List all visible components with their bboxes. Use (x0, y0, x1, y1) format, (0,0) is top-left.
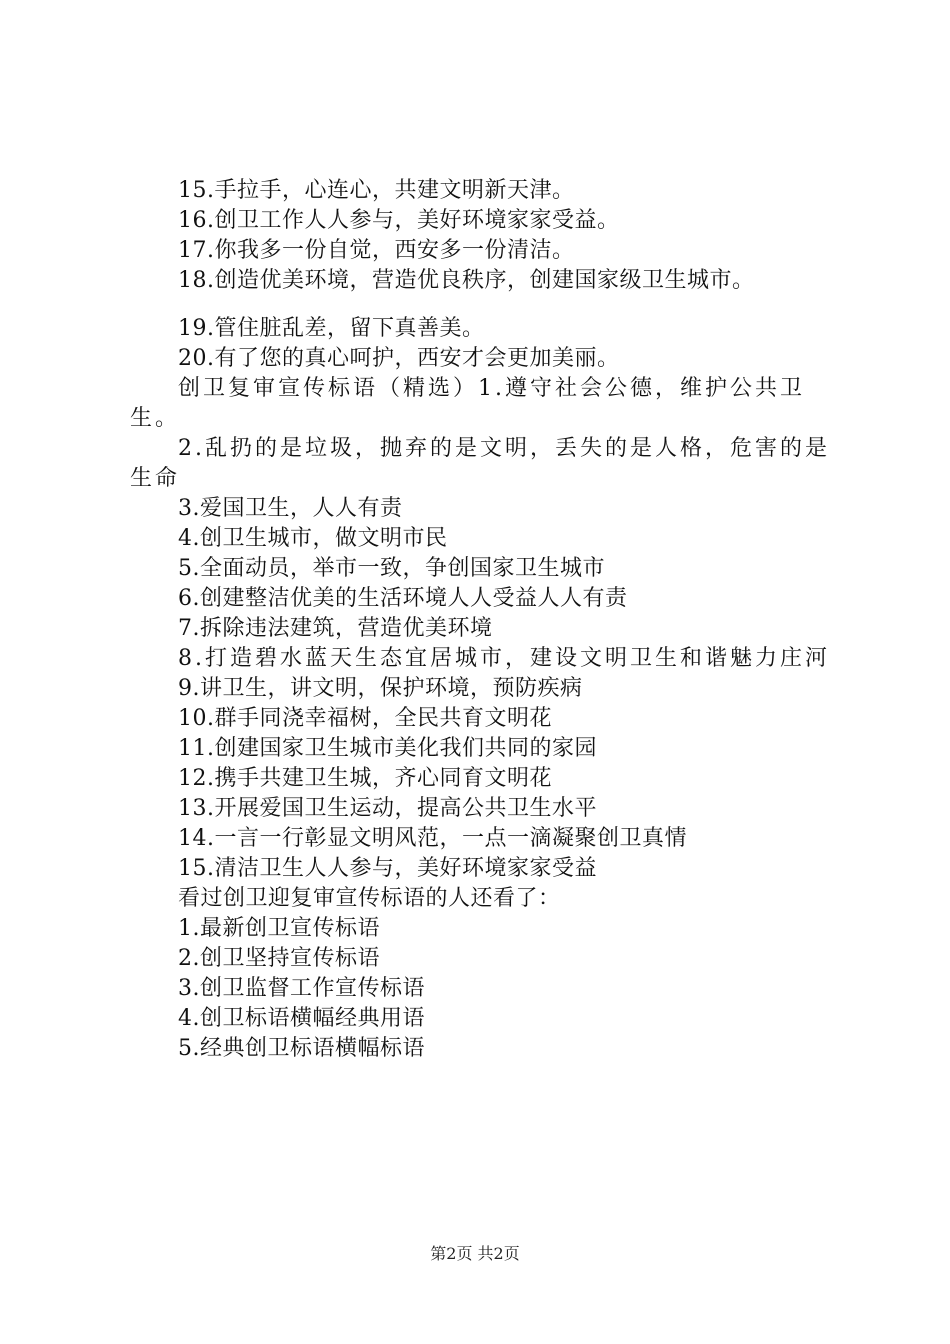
slogan-line: 16.创卫工作人人参与，美好环境家家受益。 (178, 208, 620, 233)
slogan-paragraph: 8.打造碧水蓝天生态宜居城市，建设文明卫生和谐魅力庄河 (178, 646, 830, 671)
slogan-line: 7.拆除违法建筑，营造优美环境 (178, 616, 493, 641)
slogan-line: 18.创造优美环境，营造优良秩序，创建国家级卫生城市。 (178, 268, 755, 293)
slogan-line: 3.爱国卫生，人人有责 (178, 496, 403, 521)
slogan-line: 11.创建国家卫生城市美化我们共同的家园 (178, 736, 597, 761)
page-footer: 第2页 共2页 (430, 1244, 520, 1263)
slogan-line: 13.开展爱国卫生运动，提高公共卫生水平 (178, 796, 597, 821)
related-link[interactable]: 2.创卫坚持宣传标语 (178, 946, 380, 971)
related-link[interactable]: 4.创卫标语横幅经典用语 (178, 1006, 425, 1031)
slogan-line: 20.有了您的真心呵护，西安才会更加美丽。 (178, 346, 620, 371)
slogan-line: 9.讲卫生，讲文明，保护环境，预防疾病 (178, 676, 583, 701)
related-link[interactable]: 5.经典创卫标语横幅标语 (178, 1036, 425, 1061)
related-link[interactable]: 3.创卫监督工作宣传标语 (178, 976, 425, 1001)
slogan-line: 4.创卫生城市，做文明市民 (178, 526, 448, 551)
slogan-line: 17.你我多一份自觉，西安多一份清洁。 (178, 238, 575, 263)
document-body (130, 176, 836, 1064)
slogan-line: 12.携手共建卫生城，齐心同育文明花 (178, 766, 552, 791)
related-heading: 看过创卫迎复审宣传标语的人还看了： (178, 886, 561, 911)
slogan-paragraph: 2.乱扔的是垃圾，抛弃的是文明，丢失的是人格，危害的是生命 (130, 436, 830, 491)
slogan-line: 14.一言一行彰显文明风范，一点一滴凝聚创卫真情 (178, 826, 687, 851)
related-link[interactable]: 1.最新创卫宣传标语 (178, 916, 380, 941)
slogan-line: 10.群手同浇幸福树，全民共育文明花 (178, 706, 552, 731)
slogan-line: 19.管住脏乱差，留下真善美。 (178, 316, 485, 341)
slogan-line: 6.创建整洁优美的生活环境人人受益人人有责 (178, 586, 628, 611)
slogan-line: 15.清洁卫生人人参与，美好环境家家受益 (178, 856, 597, 881)
slogan-line: 5.全面动员，举市一致，争创国家卫生城市 (178, 556, 605, 581)
section-intro-paragraph: 创卫复审宣传标语（精选）1.遵守社会公德，维护公共卫生。 (130, 376, 805, 431)
paragraph-gap (130, 296, 836, 314)
slogan-line: 15.手拉手，心连心，共建文明新天津。 (178, 178, 575, 203)
